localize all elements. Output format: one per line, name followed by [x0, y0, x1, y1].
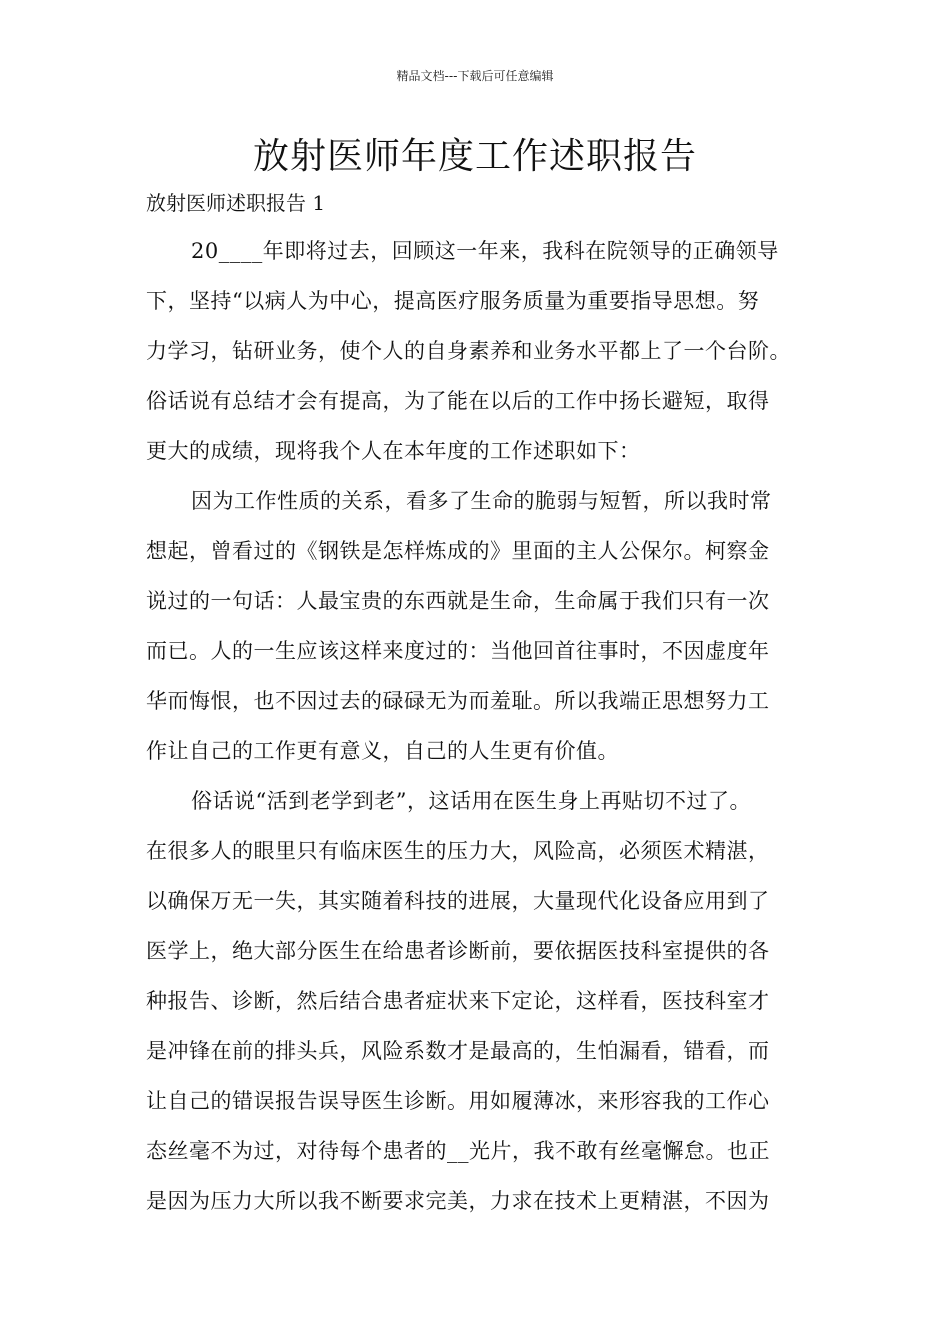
paragraph-line: 态丝毫不为过，对待每个患者的__光片，我不敢有丝毫懈怠。也正 [146, 1139, 770, 1163]
paragraph-line: 想起，曾看过的《钢铁是怎样炼成的》里面的主人公保尔。柯察金 [146, 539, 770, 563]
section-subtitle: 放射医师述职报告 1 [146, 191, 326, 215]
paragraph-line: 在很多人的眼里只有临床医生的压力大，风险高，必须医术精湛， [146, 839, 770, 863]
paragraph-line: 医学上，绝大部分医生在给患者诊断前，要依据医技科室提供的各 [146, 939, 770, 963]
paragraph-line: 俗话说“活到老学到老”，这话用在医生身上再贴切不过了。 [191, 789, 751, 813]
paragraph-line: 20____年即将过去，回顾这一年来，我科在院领导的正确领导 [191, 239, 779, 263]
paragraph-line: 是冲锋在前的排头兵，风险系数才是最高的，生怕漏看，错看，而 [146, 1039, 770, 1063]
paragraph-line: 种报告、诊断，然后结合患者症状来下定论，这样看，医技科室才 [146, 989, 770, 1013]
paragraph-line: 而已。人的一生应该这样来度过的：当他回首往事时，不因虚度年 [146, 639, 770, 663]
paragraph-line: 更大的成绩，现将我个人在本年度的工作述职如下： [146, 439, 641, 463]
header-note: 精品文档---下载后可任意编辑 [396, 69, 554, 83]
paragraph-line: 华而悔恨，也不因过去的碌碌无为而羞耻。所以我端正思想努力工 [146, 689, 770, 713]
paragraph-line: 下，坚持“以病人为中心，提高医疗服务质量为重要指导思想。努 [146, 289, 760, 313]
paragraph-line: 因为工作性质的关系，看多了生命的脆弱与短暂，所以我时常 [191, 489, 772, 513]
paragraph-line: 让自己的错误报告误导医生诊断。用如履薄冰，来形容我的工作心 [146, 1089, 770, 1113]
paragraph-line: 说过的一句话：人最宝贵的东西就是生命，生命属于我们只有一次 [146, 589, 770, 613]
paragraph-line: 是因为压力大所以我不断要求完美，力求在技术上更精湛，不因为 [146, 1189, 770, 1213]
body-text [146, 228, 810, 1228]
paragraph-line: 俗话说有总结才会有提高，为了能在以后的工作中扬长避短，取得 [146, 389, 770, 413]
paragraph-line: 以确保万无一失，其实随着科技的进展，大量现代化设备应用到了 [146, 889, 770, 913]
paragraph-line: 力学习，钻研业务，使个人的自身素养和业务水平都上了一个台阶。 [146, 339, 791, 363]
document-title: 放射医师年度工作述职报告 [252, 136, 697, 177]
paragraph-line: 作让自己的工作更有意义，自己的人生更有价值。 [146, 739, 619, 763]
